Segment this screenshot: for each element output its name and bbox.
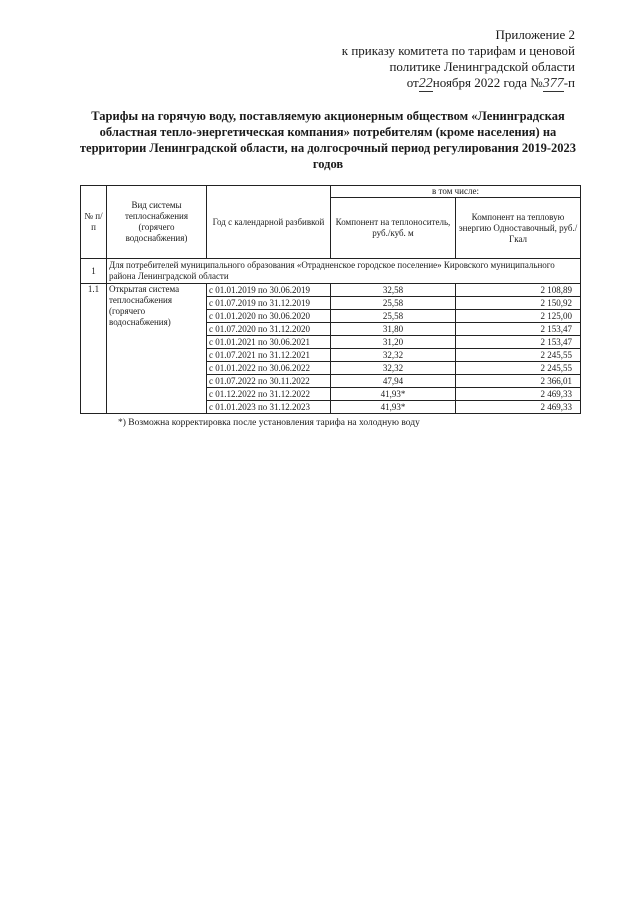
period-cell: с 01.01.2019 по 30.06.2019: [207, 284, 331, 297]
energy-cell: 2 245,55: [456, 349, 581, 362]
header-system: Вид системы теплоснабжения (горячего водоснабжения): [107, 186, 207, 259]
section-text: Для потребителей муниципального образования «Отрадненское городское поселение» Кировского муниципального района Ленинградской области: [107, 259, 581, 284]
header-year: Год с календарной разбивкой: [207, 186, 331, 259]
date-rest: ноября 2022 года №: [432, 75, 543, 90]
period-cell: с 01.07.2022 по 30.11.2022: [207, 375, 331, 388]
carrier-cell: 47,94: [331, 375, 456, 388]
energy-cell: 2 153,47: [456, 336, 581, 349]
group-system: Открытая система теплоснабжения (горячего водоснабжения): [107, 284, 207, 414]
period-cell: с 01.01.2021 по 30.06.2021: [207, 336, 331, 349]
appendix-date: [300, 75, 575, 92]
carrier-cell: 32,58: [331, 284, 456, 297]
section-num: 1: [81, 259, 107, 284]
document-title: Тарифы на горячую воду, поставляемую акционерным обществом «Ленинградская областная тепло-энергетическая компания» потребителям (кроме населения) на территории Ленинградской области, на долгосрочный период регулирования 2019-2023 годов: [79, 109, 577, 171]
header-num: № п/п: [81, 186, 107, 259]
appendix-committee: политике Ленинградской области: [389, 59, 575, 74]
period-cell: с 01.07.2019 по 31.12.2019: [207, 297, 331, 310]
date-day: 22: [418, 76, 433, 91]
footnote: *) Возможна корректировка после установления тарифа на холодную воду: [118, 418, 420, 428]
period-cell: с 01.07.2021 по 31.12.2021: [207, 349, 331, 362]
energy-cell: 2 469,33: [456, 388, 581, 401]
energy-cell: 2 108,89: [456, 284, 581, 297]
period-cell: с 01.07.2020 по 31.12.2020: [207, 323, 331, 336]
order-suffix: -п: [563, 75, 575, 90]
tariff-table: [80, 185, 581, 414]
header-energy: Компонент на тепловую энергию Одноставочный, руб./Гкал: [456, 198, 581, 259]
energy-cell: 2 150,92: [456, 297, 581, 310]
energy-cell: 2 469,33: [456, 401, 581, 414]
date-prefix: от: [406, 75, 419, 90]
carrier-cell: 31,80: [331, 323, 456, 336]
header-including: в том числе:: [331, 186, 581, 198]
energy-cell: 2 153,47: [456, 323, 581, 336]
appendix-header: [300, 27, 575, 92]
group-num: 1.1: [81, 284, 107, 414]
header-carrier: Компонент на теплоноситель, руб./куб. м: [331, 198, 456, 259]
energy-cell: 2 245,55: [456, 362, 581, 375]
carrier-cell: 41,93*: [331, 388, 456, 401]
period-cell: с 01.12.2022 по 31.12.2022: [207, 388, 331, 401]
carrier-cell: 41,93*: [331, 401, 456, 414]
carrier-cell: 25,58: [331, 297, 456, 310]
table-row: [81, 284, 581, 297]
carrier-cell: 25,58: [331, 310, 456, 323]
period-cell: с 01.01.2020 по 30.06.2020: [207, 310, 331, 323]
appendix-order-ref: к приказу комитета по тарифам и ценовой: [341, 43, 575, 58]
appendix-title: Приложение 2: [495, 27, 575, 42]
carrier-cell: 32,32: [331, 349, 456, 362]
order-number: 377: [542, 76, 564, 91]
period-cell: с 01.01.2023 по 31.12.2023: [207, 401, 331, 414]
carrier-cell: 32,32: [331, 362, 456, 375]
energy-cell: 2 125,00: [456, 310, 581, 323]
carrier-cell: 31,20: [331, 336, 456, 349]
period-cell: с 01.01.2022 по 30.06.2022: [207, 362, 331, 375]
energy-cell: 2 366,01: [456, 375, 581, 388]
